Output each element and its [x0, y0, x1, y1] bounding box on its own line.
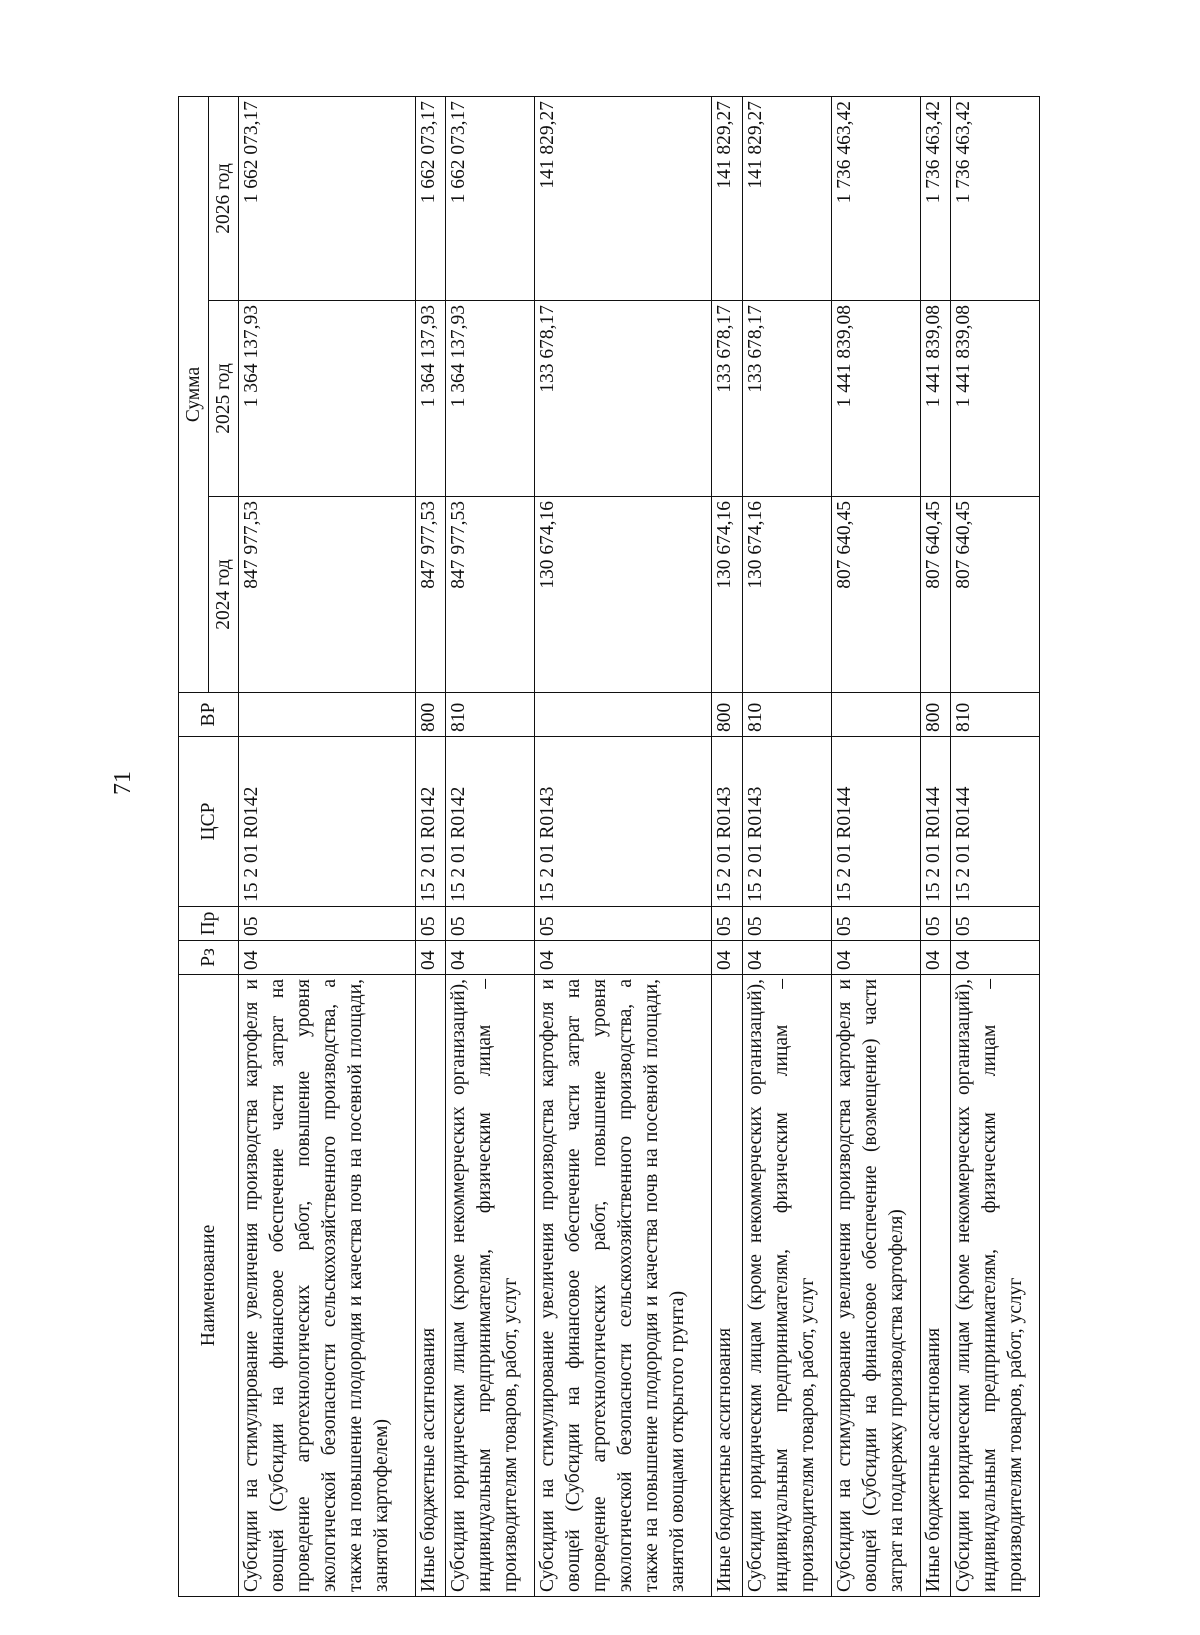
row-csr: 15 2 01 R0142: [415, 737, 445, 907]
table-row: [415, 96, 445, 1596]
table-row: [920, 96, 950, 1596]
header-name: Наименование: [179, 975, 239, 1597]
row-sum-2026: 141 829,27: [535, 96, 712, 300]
row-vr: 800: [712, 693, 742, 737]
row-name: Иные бюджетные ассигнования: [920, 975, 950, 1597]
header-year-2024: 2024 год: [209, 497, 239, 693]
row-sum-2025: 133 678,17: [742, 301, 831, 497]
row-rz: 04: [415, 941, 445, 975]
header-year-2026: 2026 год: [209, 96, 239, 300]
row-pr: 05: [239, 907, 416, 941]
row-sum-2026: 1 736 463,42: [831, 96, 920, 300]
row-vr: 810: [950, 693, 1039, 737]
row-csr: 15 2 01 R0142: [446, 737, 535, 907]
table-row: [446, 96, 535, 1596]
row-pr: 05: [712, 907, 742, 941]
header-year-2025: 2025 год: [209, 301, 239, 497]
row-sum-2026: 1 662 073,17: [239, 96, 416, 300]
header-csr: ЦСР: [179, 737, 239, 907]
row-pr: 05: [446, 907, 535, 941]
row-sum-2025: 1 441 839,08: [920, 301, 950, 497]
row-rz: 04: [535, 941, 712, 975]
row-sum-2024: 130 674,16: [742, 497, 831, 693]
row-vr: [831, 693, 920, 737]
row-name: Субсидии юридическим лицам (кроме некоммерческих организаций), индивидуальным предпринимателям, физическим лицам – производителям товаров, работ, услуг: [950, 975, 1039, 1597]
rotated-page-content: [178, 97, 1040, 1597]
row-sum-2024: 807 640,45: [920, 497, 950, 693]
row-name: Иные бюджетные ассигнования: [712, 975, 742, 1597]
row-sum-2024: 807 640,45: [831, 497, 920, 693]
row-csr: 15 2 01 R0144: [920, 737, 950, 907]
row-csr: 15 2 01 R0144: [950, 737, 1039, 907]
header-pr: Пр: [179, 907, 239, 941]
table-row: [535, 96, 712, 1596]
header-vr: ВР: [179, 693, 239, 737]
row-pr: 05: [831, 907, 920, 941]
row-rz: 04: [831, 941, 920, 975]
budget-table: [178, 96, 1040, 1597]
row-name: Субсидии на стимулирование увеличения производства картофеля и овощей (Субсидии на финансовое обеспечение части затрат на проведение агротехнологических работ, повышение уровня экологической безопасности сельскохозяйственного производства, а также на повышение плодородия и качества почв на посевной площади, занятой овощами открытого грунта): [535, 975, 712, 1597]
header-sum: Сумма: [179, 96, 209, 692]
row-rz: 04: [920, 941, 950, 975]
page-number: 71: [110, 771, 136, 795]
row-name: Субсидии юридическим лицам (кроме некоммерческих организаций), индивидуальным предпринимателям, физическим лицам – производителям товаров, работ, услуг: [742, 975, 831, 1597]
row-sum-2025: 1 441 839,08: [831, 301, 920, 497]
row-rz: 04: [239, 941, 416, 975]
header-rz: Рз: [179, 941, 239, 975]
row-sum-2025: 1 364 137,93: [239, 301, 416, 497]
row-csr: 15 2 01 R0143: [712, 737, 742, 907]
row-pr: 05: [535, 907, 712, 941]
row-sum-2024: 847 977,53: [239, 497, 416, 693]
row-sum-2026: 1 736 463,42: [920, 96, 950, 300]
row-sum-2025: 1 364 137,93: [415, 301, 445, 497]
row-sum-2025: 1 441 839,08: [950, 301, 1039, 497]
table-header: [179, 96, 239, 1596]
row-sum-2024: 847 977,53: [446, 497, 535, 693]
row-vr: 810: [446, 693, 535, 737]
row-sum-2024: 130 674,16: [535, 497, 712, 693]
row-sum-2024: 130 674,16: [712, 497, 742, 693]
row-sum-2025: 133 678,17: [712, 301, 742, 497]
table-row: [742, 96, 831, 1596]
row-name: Субсидии юридическим лицам (кроме некоммерческих организаций), индивидуальным предпринимателям, физическим лицам – производителям товаров, работ, услуг: [446, 975, 535, 1597]
row-sum-2026: 1 736 463,42: [950, 96, 1039, 300]
table-row: [950, 96, 1039, 1596]
row-csr: 15 2 01 R0143: [742, 737, 831, 907]
row-vr: 800: [920, 693, 950, 737]
row-sum-2024: 847 977,53: [415, 497, 445, 693]
row-name: Субсидии на стимулирование увеличения производства картофеля и овощей (Субсидии на финансовое обеспечение части затрат на проведение агротехнологических работ, повышение уровня экологической безопасности сельскохозяйственного производства, а также на повышение плодородия и качества почв на посевной площади, занятой картофелем): [239, 975, 416, 1597]
row-name: Субсидии на стимулирование увеличения производства картофеля и овощей (Субсидии на финансовое обеспечение (возмещение) части затрат на поддержку производства картофеля): [831, 975, 920, 1597]
row-rz: 04: [742, 941, 831, 975]
row-vr: 800: [415, 693, 445, 737]
row-csr: 15 2 01 R0144: [831, 737, 920, 907]
row-sum-2026: 1 662 073,17: [446, 96, 535, 300]
row-pr: 05: [920, 907, 950, 941]
table-row: [712, 96, 742, 1596]
table-row: [239, 96, 416, 1596]
row-name: Иные бюджетные ассигнования: [415, 975, 445, 1597]
row-vr: [535, 693, 712, 737]
row-csr: 15 2 01 R0142: [239, 737, 416, 907]
row-sum-2026: 141 829,27: [712, 96, 742, 300]
row-pr: 05: [742, 907, 831, 941]
row-rz: 04: [950, 941, 1039, 975]
row-sum-2025: 1 364 137,93: [446, 301, 535, 497]
row-pr: 05: [415, 907, 445, 941]
row-sum-2024: 807 640,45: [950, 497, 1039, 693]
row-csr: 15 2 01 R0143: [535, 737, 712, 907]
row-sum-2025: 133 678,17: [535, 301, 712, 497]
row-vr: [239, 693, 416, 737]
row-rz: 04: [446, 941, 535, 975]
row-rz: 04: [712, 941, 742, 975]
row-sum-2026: 1 662 073,17: [415, 96, 445, 300]
row-pr: 05: [950, 907, 1039, 941]
row-vr: 810: [742, 693, 831, 737]
row-sum-2026: 141 829,27: [742, 96, 831, 300]
table-row: [831, 96, 920, 1596]
